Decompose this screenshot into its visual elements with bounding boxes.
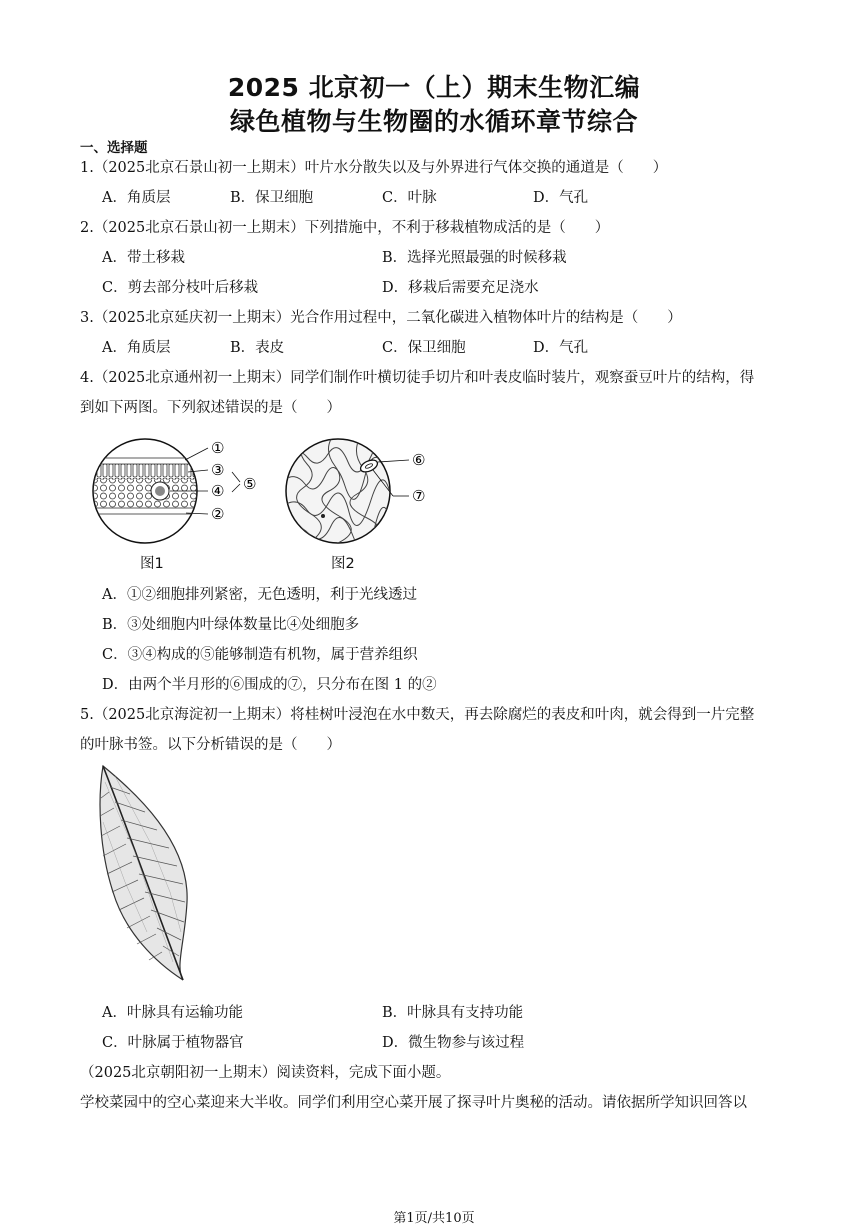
q3-stem: 3.（2025北京延庆初一上期末）光合作用过程中，二氧化碳进入植物体叶片的结构是（ ） <box>80 310 682 326</box>
q4-option-b: B．③处细胞内叶绿体数量比④处细胞多 <box>102 617 360 633</box>
q2-option-a: A．带土移栽 <box>102 250 185 266</box>
doc-title-line2: 绿色植物与生物圈的水循环章节综合 <box>229 107 638 136</box>
q2-option-c: C．剪去部分枝叶后移栽 <box>102 280 259 296</box>
doc-title-line1: 2025 北京初一（上）期末生物汇编 <box>227 73 641 102</box>
section-heading: 一、选择题 <box>80 140 148 156</box>
q1-stem: 1.（2025北京石景山初一上期末）叶片水分散失以及与外界进行气体交换的通道是（ ） <box>80 160 668 176</box>
fig1-label-1: ① <box>211 439 225 457</box>
fig2-caption: 图2 <box>331 556 355 572</box>
q3-option-a: A．角质层 <box>102 340 171 356</box>
q5-stem-line2: 的叶脉书签。以下分析错误的是（ ） <box>80 737 341 753</box>
fig1-label-3: ③ <box>211 461 225 479</box>
page-footer: 第1页/共10页 <box>393 1211 475 1226</box>
fig2-label-6: ⑥ <box>412 451 426 469</box>
fig1-label-4: ④ <box>211 482 225 500</box>
q4-option-a: A．①②细胞排列紧密，无色透明，利于光线透过 <box>102 587 417 603</box>
fig2-label-7: ⑦ <box>412 487 426 505</box>
q5-option-c: C．叶脉属于植物器官 <box>102 1035 244 1051</box>
q5-option-d: D．微生物参与该过程 <box>382 1035 525 1051</box>
q5-option-a: A．叶脉具有运输功能 <box>102 1005 243 1021</box>
fig1-caption: 图1 <box>140 556 164 572</box>
q3-option-c: C．保卫细胞 <box>382 340 466 356</box>
q4-option-c: C．③④构成的⑤能够制造有机物，属于营养组织 <box>102 647 418 663</box>
reading-intro: （2025北京朝阳初一上期末）阅读资料，完成下面小题。 <box>80 1065 451 1081</box>
leaf-epidermis-figure <box>283 436 443 546</box>
q5-option-b: B．叶脉具有支持功能 <box>382 1005 524 1021</box>
leaf-vein-bookmark-figure <box>95 762 205 986</box>
leaf-cross-section-figure <box>90 436 275 546</box>
q1-option-a: A．角质层 <box>102 190 171 206</box>
q3-option-b: B．表皮 <box>230 340 285 356</box>
q2-option-b: B．选择光照最强的时候移栽 <box>382 250 567 266</box>
q3-option-d: D．气孔 <box>533 340 589 356</box>
q2-stem: 2.（2025北京石景山初一上期末）下列措施中，不利于移栽植物成活的是（ ） <box>80 220 610 236</box>
q1-option-b: B．保卫细胞 <box>230 190 314 206</box>
q4-stem-line2: 到如下两图。下列叙述错误的是（ ） <box>80 400 341 416</box>
q1-option-c: C．叶脉 <box>382 190 437 206</box>
reading-text: 学校菜园中的空心菜迎来大半收。同学们利用空心菜开展了探寻叶片奥秘的活动。请依据所学知识回答以 <box>80 1095 747 1111</box>
q1-option-d: D．气孔 <box>533 190 589 206</box>
fig1-label-2: ② <box>211 505 225 523</box>
fig1-label-5: ⑤ <box>243 475 257 493</box>
q4-option-d: D．由两个半月形的⑥围成的⑦，只分布在图 1 的② <box>102 677 437 693</box>
q5-stem-line1: 5.（2025北京海淀初一上期末）将桂树叶浸泡在水中数天，再去除腐烂的表皮和叶肉，就会得到一片完整 <box>80 707 755 723</box>
q4-stem-line1: 4.（2025北京通州初一上期末）同学们制作叶横切徒手切片和叶表皮临时装片，观察蚕豆叶片的结构，得 <box>80 370 755 386</box>
q2-option-d: D．移栽后需要充足浇水 <box>382 280 539 296</box>
